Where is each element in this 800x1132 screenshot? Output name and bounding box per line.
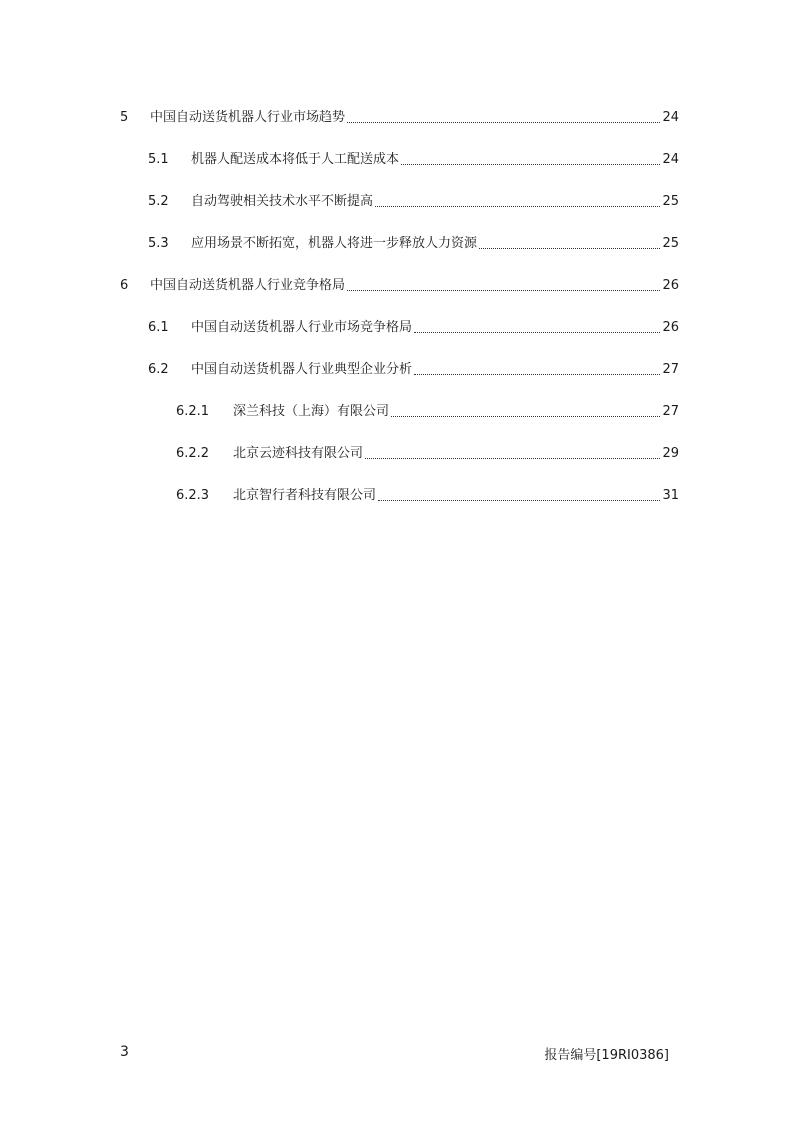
toc-entry-title: 自动驾驶相关技术水平不断提高 [191, 194, 374, 209]
toc-entry-number: 5 [120, 110, 129, 125]
toc-entry[interactable] [148, 149, 679, 171]
toc-entry-number: 6 [120, 278, 129, 293]
toc-entry-number: 6.2.1 [176, 404, 210, 419]
toc-entry-page: 25 [662, 236, 679, 251]
toc-entry[interactable] [176, 401, 679, 423]
toc-entry-title: 中国自动送货机器人行业竞争格局 [150, 278, 346, 293]
toc-entry[interactable] [148, 317, 679, 339]
footer-page-number: 3 [120, 1044, 129, 1060]
toc-entry-page: 24 [662, 110, 679, 125]
toc-dot-leader [479, 247, 660, 249]
toc-entry-page: 29 [662, 446, 679, 461]
toc-entry[interactable] [120, 275, 679, 297]
toc-entry-title: 应用场景不断拓宽，机器人将进一步释放人力资源 [191, 236, 478, 251]
toc-entry-title: 北京云迹科技有限公司 [233, 446, 364, 461]
toc-entry-page: 26 [662, 320, 679, 335]
toc-entry-number: 6.1 [148, 320, 169, 335]
toc-entry[interactable] [148, 359, 679, 381]
toc-entry-number: 6.2.3 [176, 488, 210, 503]
toc-entry[interactable] [120, 107, 679, 129]
toc-entry-page: 27 [662, 362, 679, 377]
toc-entry-page: 25 [662, 194, 679, 209]
toc-entry-number: 6.2.2 [176, 446, 210, 461]
toc-entry-title: 深兰科技（上海）有限公司 [233, 404, 390, 419]
toc-entry-page: 26 [662, 278, 679, 293]
toc-entry[interactable] [148, 191, 679, 213]
toc-dot-leader [347, 289, 660, 291]
toc-dot-leader [347, 121, 660, 123]
toc-entry-number: 5.2 [148, 194, 169, 209]
toc-dot-leader [365, 457, 660, 459]
toc-entry-number: 6.2 [148, 362, 169, 377]
toc-entry-title: 北京智行者科技有限公司 [233, 488, 377, 503]
toc-entry-title: 机器人配送成本将低于人工配送成本 [191, 152, 400, 167]
toc-entry[interactable] [148, 233, 679, 255]
toc-entry-page: 24 [662, 152, 679, 167]
toc-dot-leader [414, 373, 660, 375]
toc-entry-page: 27 [662, 404, 679, 419]
toc-dot-leader [414, 331, 660, 333]
toc-entry-number: 5.3 [148, 236, 169, 251]
toc-entry[interactable] [176, 485, 679, 507]
toc-entry-title: 中国自动送货机器人行业市场趋势 [150, 110, 346, 125]
toc-dot-leader [378, 499, 660, 501]
toc-dot-leader [375, 205, 660, 207]
toc-entry-page: 31 [662, 488, 679, 503]
toc-entry-title: 中国自动送货机器人行业市场竞争格局 [191, 320, 413, 335]
footer-report-id: 报告编号[19RI0386] [544, 1048, 669, 1063]
toc-entry[interactable] [176, 443, 679, 465]
toc-dot-leader [401, 163, 660, 165]
toc-entry-title: 中国自动送货机器人行业典型企业分析 [191, 362, 413, 377]
toc-dot-leader [391, 415, 660, 417]
toc-entry-number: 5.1 [148, 152, 169, 167]
